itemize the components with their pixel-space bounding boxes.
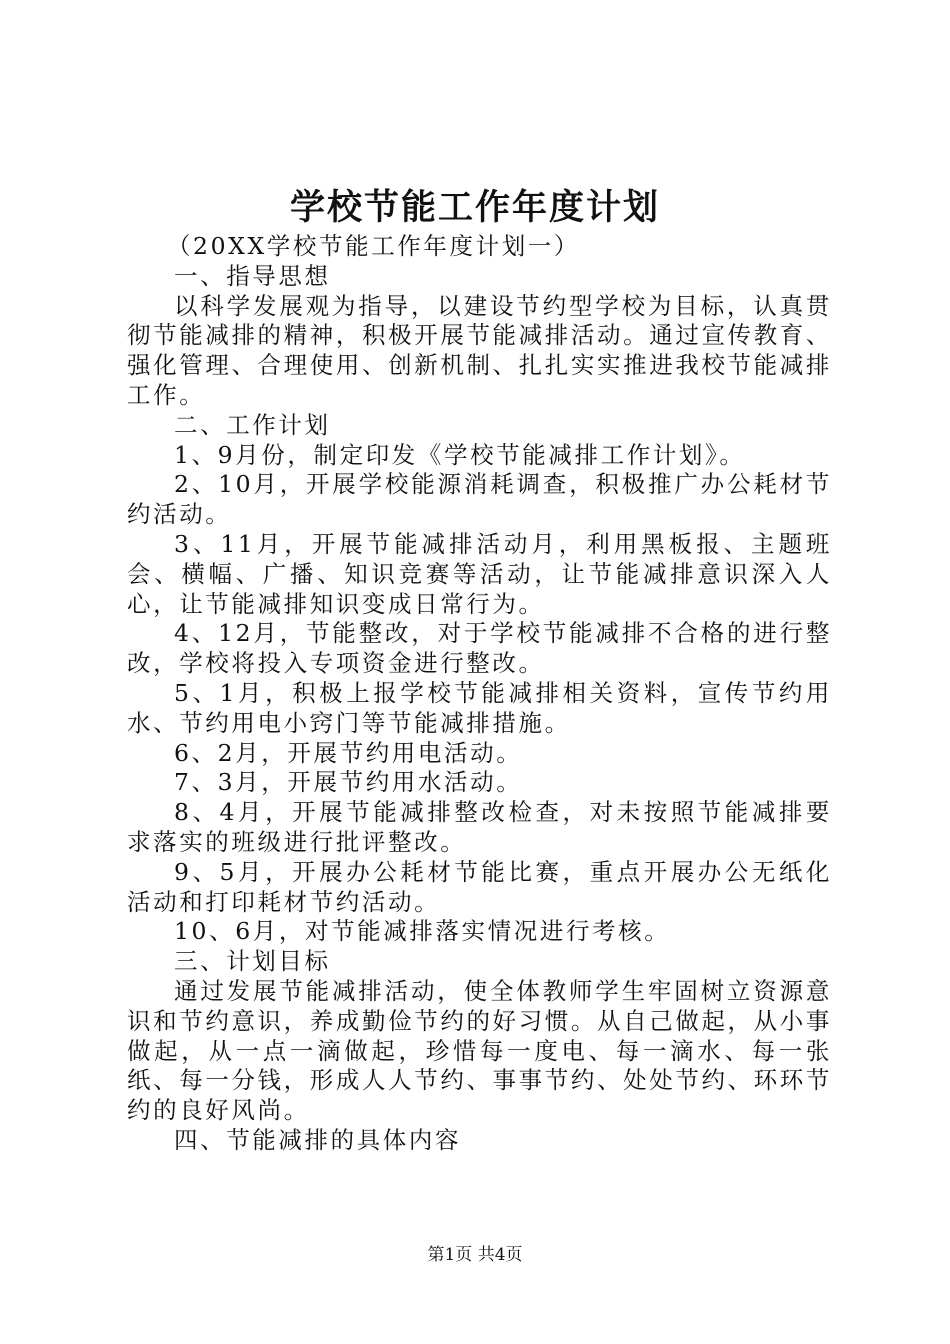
- document-body: [127, 232, 832, 1156]
- plan-item: 9、5月，开展办公耗材节能比赛，重点开展办公无纸化活动和打印耗材节约活动。: [127, 857, 832, 916]
- section-heading-plan-goals: 三、计划目标: [174, 947, 331, 976]
- plan-item: 2、10月，开展学校能源消耗调查，积极推广办公耗材节约活动。: [127, 470, 832, 529]
- section-heading-specific-content: 四、节能减排的具体内容: [174, 1125, 462, 1154]
- section-heading-work-plan: 二、工作计划: [174, 410, 331, 439]
- page-number-footer: 第1页 共4页: [427, 1245, 523, 1265]
- document-title: 学校节能工作年度计划: [289, 187, 660, 228]
- plan-item: 7、3月，开展节约用水活动。: [174, 768, 523, 797]
- plan-item: 3、11月，开展节能减排活动月，利用黑板报、主题班会、横幅、广播、知识竞赛等活动，让节能减排意识深入人心，让节能减排知识变成日常行为。: [127, 529, 832, 618]
- plan-item: 8、4月，开展节能减排整改检查，对未按照节能减排要求落实的班级进行批评整改。: [127, 798, 832, 856]
- plan-item: 5、1月，积极上报学校节能减排相关资料，宣传节约用水、节约用电小窍门等节能减排措施。: [127, 678, 832, 737]
- plan-item: 4、12月，节能整改，对于学校节能减排不合格的进行整改，学校将投入专项资金进行整改。: [127, 619, 832, 678]
- plan-item: 1、9月份，制定印发《学校节能减排工作计划》。: [174, 440, 746, 469]
- plan-item: 10、6月，对节能减排落实情况进行考核。: [174, 917, 671, 946]
- body-paragraph: 通过发展节能减排活动，使全体教师学生牢固树立资源意识和节约意识，养成勤俭节约的好习惯。从自己做起，从小事做起，从一点一滴做起，珍惜每一度电、每一滴水、每一张纸、每一分钱，形成人人节约、事事节约、处处节约、环环节约的良好风尚。: [127, 976, 832, 1125]
- subtitle-paragraph: （20XX学校节能工作年度计划一）: [166, 232, 580, 260]
- plan-item: 6、2月，开展节约用电活动。: [174, 738, 523, 767]
- section-heading-guiding-ideology: 一、指导思想: [174, 261, 331, 290]
- body-paragraph: 以科学发展观为指导，以建设节约型学校为目标，认真贯彻节能减排的精神，积极开展节能减排活动。通过宣传教育、强化管理、合理使用、创新机制、扎扎实实推进我校节能减排工作。: [127, 291, 832, 409]
